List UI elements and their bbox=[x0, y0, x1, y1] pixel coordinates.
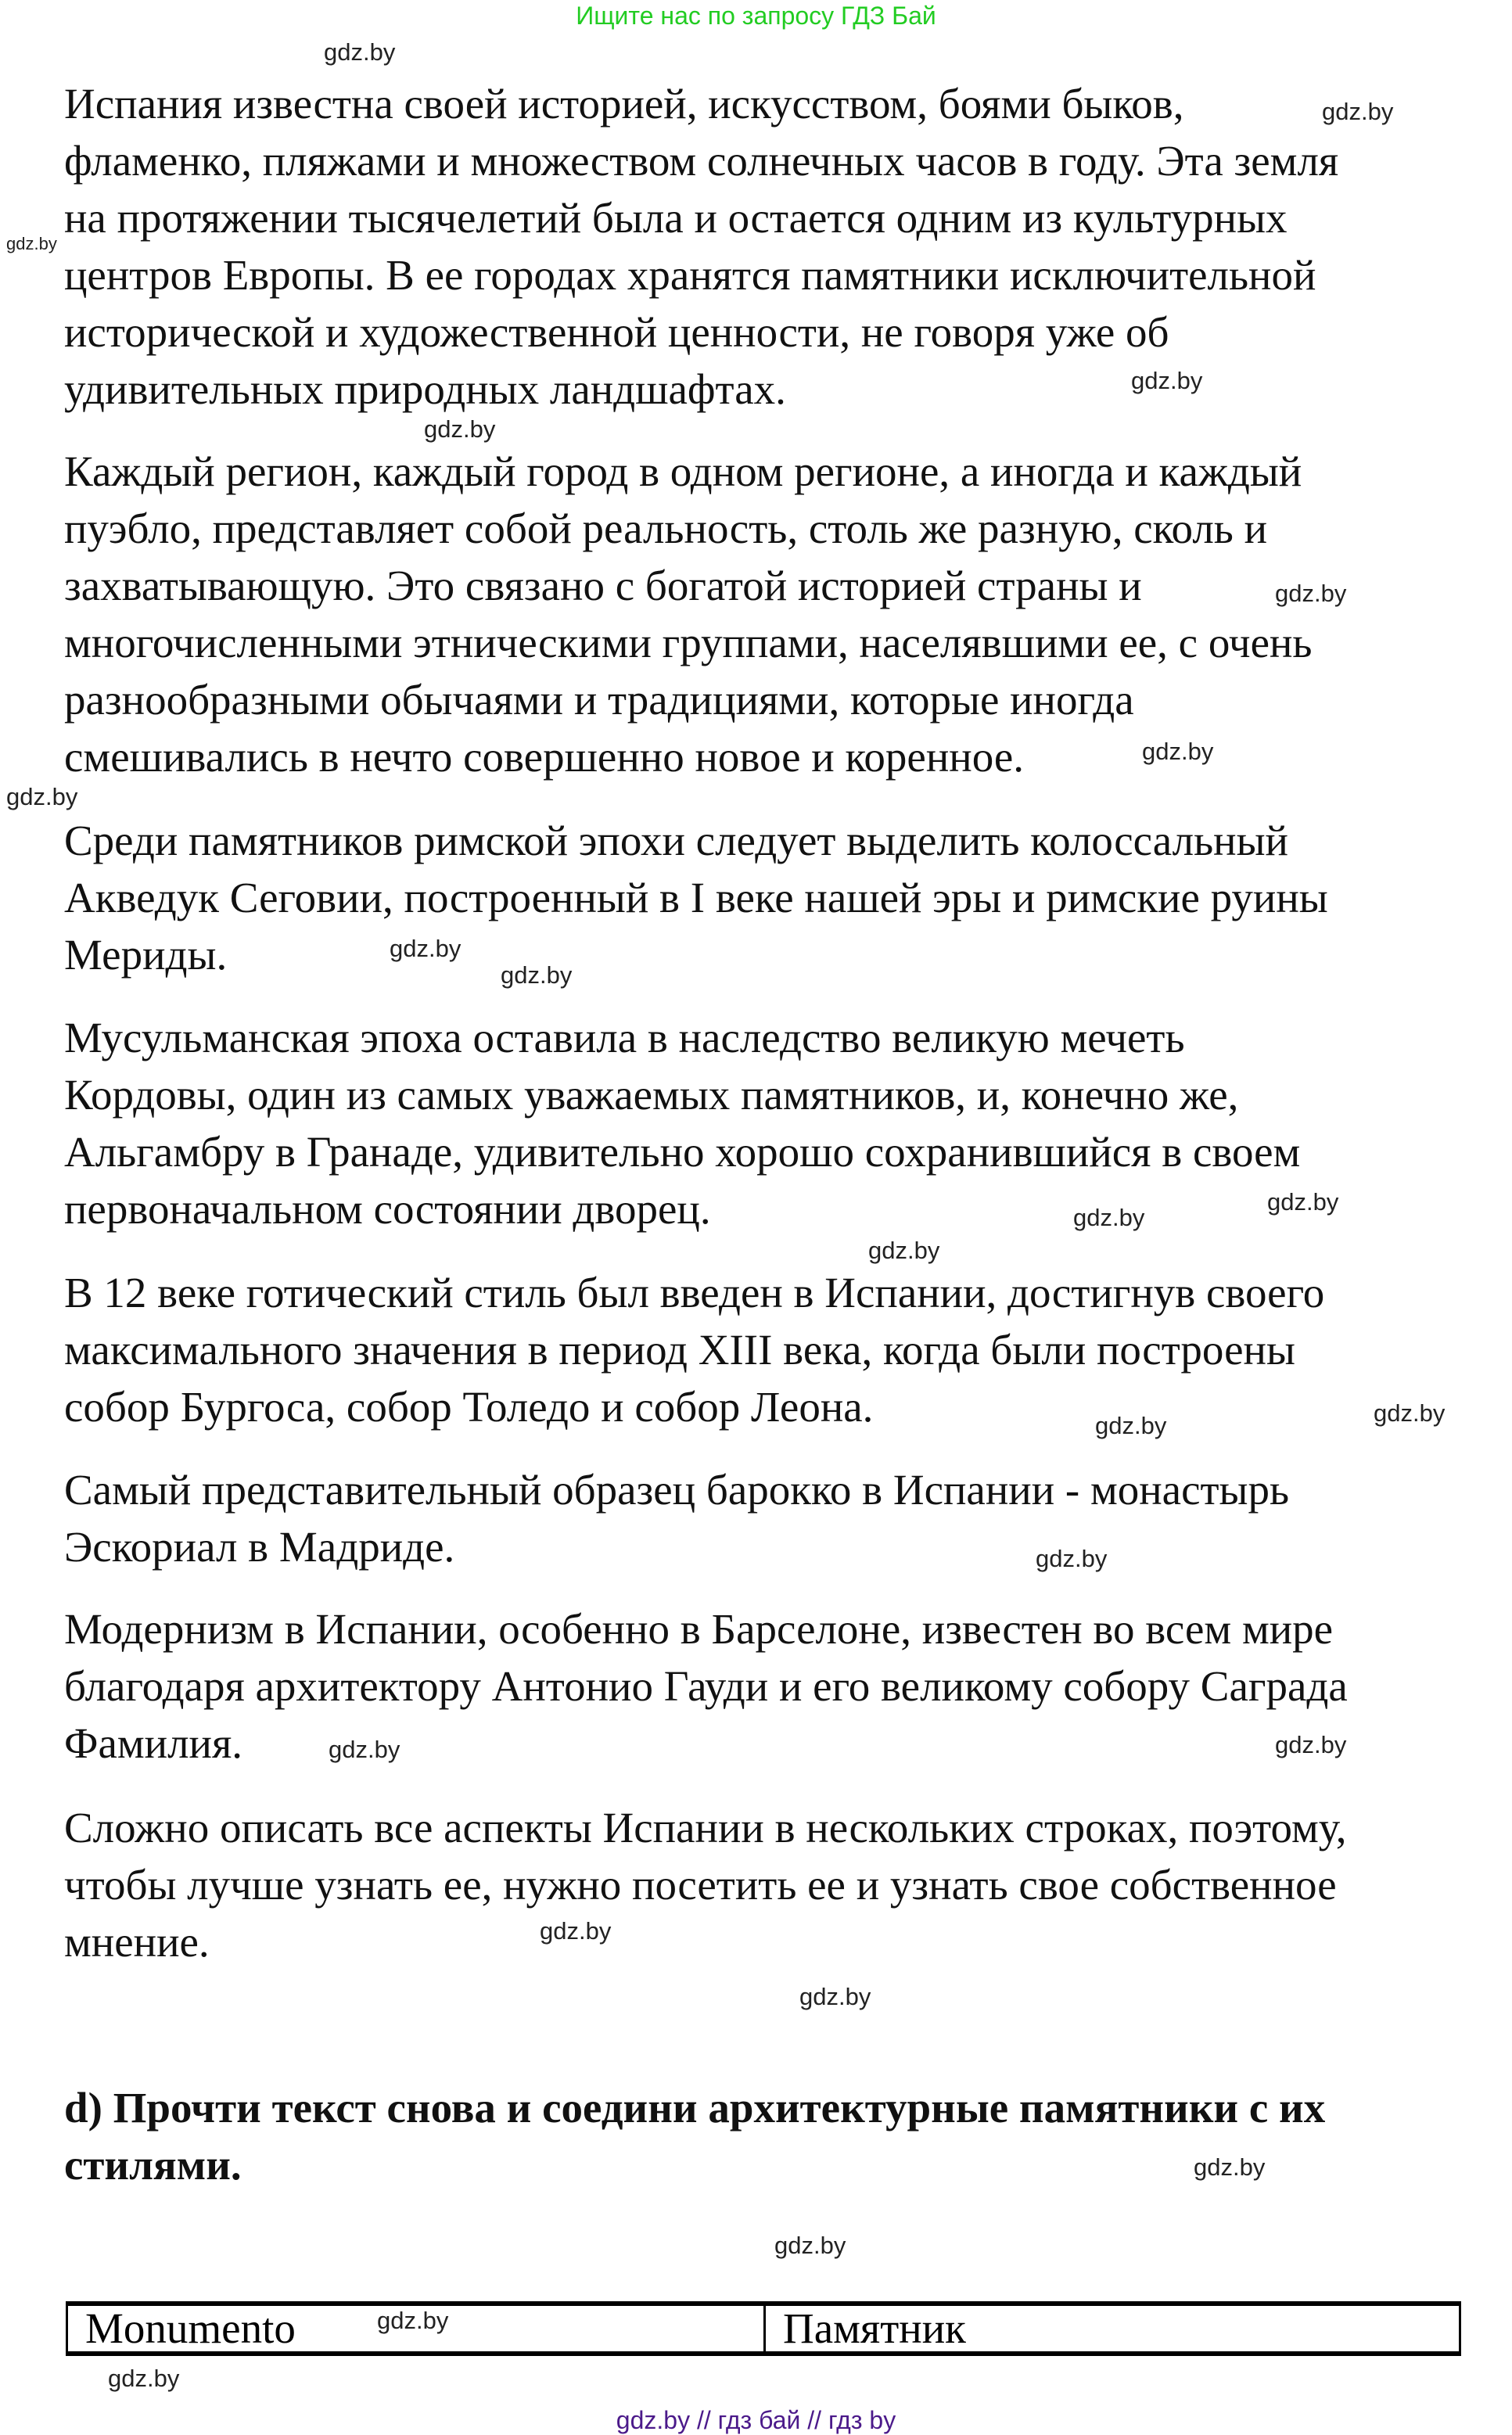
text-line: Альгамбру в Гранаде, удивительно хорошо сохранившийся в своем bbox=[64, 1128, 1301, 1176]
text-line: Испания известна своей историей, искусством, боями быков, bbox=[64, 80, 1184, 127]
paragraph bbox=[64, 1264, 1324, 1435]
text-line: захватывающую. Это связано с богатой историей страны и bbox=[64, 562, 1142, 609]
text-line: пуэбло, представляет собой реальность, столь же разную, сколь и bbox=[64, 505, 1268, 552]
text-line: Среди памятников римской эпохи следует выделить колоссальный bbox=[64, 817, 1288, 864]
watermark: gdz.by bbox=[1275, 580, 1347, 607]
watermark: gdz.by bbox=[6, 783, 78, 810]
watermark: gdz.by bbox=[1095, 1412, 1167, 1439]
heading-line: стилями. bbox=[64, 2141, 242, 2189]
text-line: максимального значения в период XIII века, когда были построены bbox=[64, 1326, 1295, 1374]
text-line: Мусульманская эпоха оставила в наследство великую мечеть bbox=[64, 1014, 1185, 1061]
text-line: смешивались в нечто совершенно новое и коренное. bbox=[64, 733, 1025, 781]
footer-links[interactable]: gdz.by // гдз бай // гдз by bbox=[616, 2406, 896, 2434]
watermark: gdz.by bbox=[501, 961, 573, 989]
text-line: чтобы лучше узнать ее, нужно посетить ее и узнать свое собственное bbox=[64, 1861, 1337, 1909]
text-line: на протяжении тысячелетий была и остается одним из культурных bbox=[64, 194, 1288, 242]
paragraph bbox=[64, 812, 1328, 983]
text-line: исторической и художественной ценности, не говоря уже об bbox=[64, 308, 1169, 356]
text-line: Мериды. bbox=[64, 931, 228, 979]
watermark: gdz.by bbox=[1131, 367, 1203, 394]
paragraph bbox=[64, 1799, 1347, 1970]
text-line: Каждый регион, каждый город в одном регионе, а иногда и каждый bbox=[64, 447, 1302, 495]
text-line: Кордовы, один из самых уважаемых памятников, и, конечно же, bbox=[64, 1071, 1239, 1119]
paragraph bbox=[64, 1600, 1348, 1772]
watermark: gdz.by bbox=[1194, 2153, 1266, 2181]
text-line: благодаря архитектору Антонио Гауди и его великому собору Саграда bbox=[64, 1662, 1348, 1710]
watermark: gdz.by bbox=[1374, 1399, 1446, 1427]
watermark: gdz.by bbox=[377, 2307, 449, 2334]
watermark: gdz.by bbox=[540, 1917, 612, 1945]
text-line: первоначальном состоянии дворец. bbox=[64, 1185, 711, 1233]
text-line: В 12 веке готический стиль был введен в Испании, достигнув своего bbox=[64, 1269, 1325, 1316]
text-line: мнение. bbox=[64, 1918, 210, 1966]
text-line: разнообразными обычаями и традициями, которые иногда bbox=[64, 676, 1134, 724]
watermark: gdz.by bbox=[390, 935, 462, 962]
text-line: Акведук Сеговии, построенный в I веке нашей эры и римские руины bbox=[64, 874, 1328, 921]
monument-table bbox=[66, 2301, 1461, 2356]
watermark: gdz.by bbox=[1073, 1204, 1145, 1231]
text-line: фламенко, пляжами и множеством солнечных часов в году. Эта земля bbox=[64, 137, 1339, 185]
watermark: gdz.by bbox=[774, 2232, 846, 2259]
text-line: Сложно описать все аспекты Испании в нескольких строках, поэтому, bbox=[64, 1804, 1347, 1851]
text-line: Эскориал в Мадриде. bbox=[64, 1523, 455, 1571]
watermark: gdz.by bbox=[108, 2365, 180, 2392]
watermark: gdz.by bbox=[424, 415, 496, 443]
watermark: gdz.by bbox=[1267, 1188, 1339, 1216]
watermark: gdz.by bbox=[324, 38, 396, 66]
table-header-monumento: Monumento bbox=[68, 2306, 766, 2351]
watermark: gdz.by bbox=[1036, 1545, 1108, 1572]
watermark: gdz.by bbox=[1275, 1731, 1347, 1758]
watermark: gdz.by bbox=[1142, 738, 1214, 765]
text-line: многочисленными этническими группами, населявшими ее, с очень bbox=[64, 619, 1313, 666]
watermark: gdz.by bbox=[329, 1736, 400, 1763]
table-header-pamyatnik: Памятник bbox=[783, 2304, 966, 2352]
text-line: Фамилия. bbox=[64, 1719, 243, 1767]
watermark: gdz.by bbox=[6, 234, 57, 253]
paragraph bbox=[64, 443, 1313, 785]
watermark: gdz.by bbox=[1322, 98, 1394, 125]
search-banner[interactable]: Ищите нас по запросу ГДЗ Бай bbox=[576, 2, 936, 30]
text-line: центров Европы. В ее городах хранятся памятники исключительной bbox=[64, 251, 1316, 299]
watermark: gdz.by bbox=[799, 1983, 871, 2010]
text-line: Модернизм в Испании, особенно в Барселоне, известен во всем мире bbox=[64, 1605, 1334, 1653]
text-line: собор Бургоса, собор Толедо и собор Леона. bbox=[64, 1383, 874, 1431]
text-line: удивительных природных ландшафтах. bbox=[64, 365, 786, 413]
task-heading bbox=[64, 2079, 1325, 2193]
watermark: gdz.by bbox=[868, 1237, 940, 1264]
heading-line: d) Прочти текст снова и соедини архитектурные памятники с их bbox=[64, 2084, 1326, 2132]
text-line: Самый представительный образец барокко в Испании - монастырь bbox=[64, 1466, 1290, 1514]
